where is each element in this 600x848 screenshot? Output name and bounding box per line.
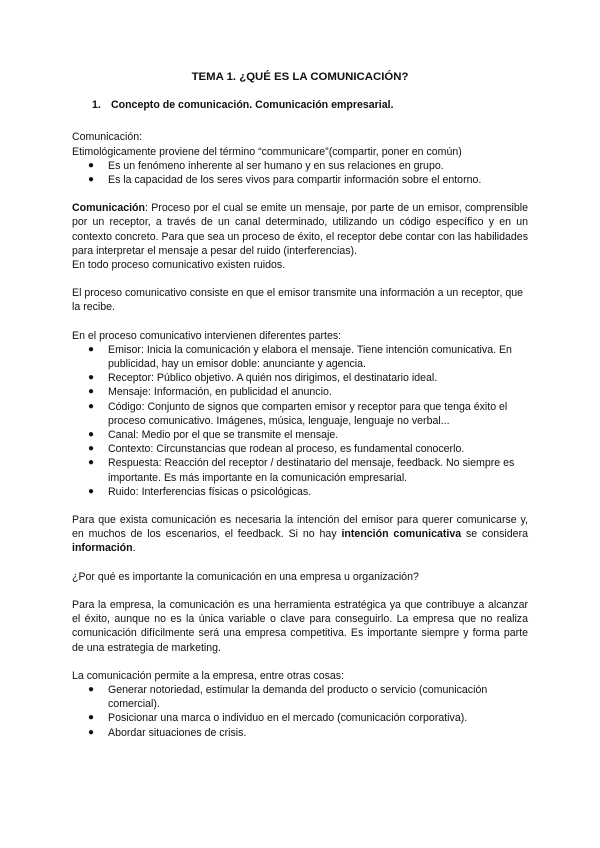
answer-text: Para la empresa, la comunicación es una herramienta estratégica ya que contribuye a alcanzar el éxito, aunque no es la única variable o clave para conseguirlo. La empresa que no realiza comunicación difícilmente será una empresa competitiva. Es importante siempre y forma parte de una estrategia de marketing. xyxy=(72,598,528,654)
parts-block xyxy=(72,329,528,499)
bullet-icon: ● xyxy=(88,372,95,384)
list-item: ● Es un fenómeno inherente al ser humano y en sus relaciones en grupo. xyxy=(88,159,444,172)
list-item: ● Código: Conjunto de signos que comparten emisor y receptor para que tenga éxito el proceso comunicativo. Imágenes, música, lenguaje, lenguaje no verbal... xyxy=(88,400,508,427)
intention-bold: intención comunicativa xyxy=(341,528,462,541)
definition-text: : Proceso por el cual se emite un mensaje, por parte de un emisor, comprensible por un receptor, a través de un canal determinado, utilizando un código específico y en un contexto concreto. Para que sea un proceso de éxito, el receptor debe contar con las habilidades para interpretar el mensaje a pesar del ruido (interferencias). xyxy=(72,202,528,257)
information-bold: información xyxy=(72,542,133,555)
document-page xyxy=(72,64,528,754)
list-item: ● Ruido: Interferencias físicas o psicológicas. xyxy=(88,485,312,498)
process-block xyxy=(72,286,528,314)
intention-paragraph: Para que exista comunicación es necesaria la intención del emisor para querer comunicarse y, en muchos de los escenarios, el feedback. Si no hay intención comunicativa se considera información. xyxy=(72,514,528,555)
definition-block xyxy=(72,201,528,272)
definition-term: Comunicación xyxy=(72,202,145,215)
benefits-intro: La comunicación permite a la empresa, entre otras cosas: xyxy=(72,669,345,682)
section-heading-text: Concepto de comunicación. Comunicación empresarial. xyxy=(110,99,394,112)
bullet-icon: ● xyxy=(88,400,95,412)
noise-text: En todo proceso comunicativo existen ruidos. xyxy=(72,259,286,272)
bullet-icon: ● xyxy=(88,726,95,738)
list-item: ● Abordar situaciones de crisis. xyxy=(88,726,247,739)
bullet-icon: ● xyxy=(88,386,95,398)
list-item: ● Respuesta: Reacción del receptor / destinatario del mensaje, feedback. No siempre es importante. Es más importante en la comunicación empresarial. xyxy=(88,457,515,484)
bullet-icon: ● xyxy=(88,174,95,186)
answer-block xyxy=(72,598,528,655)
bullet-icon: ● xyxy=(88,485,95,497)
section-number: 1. xyxy=(92,99,101,112)
list-item: ● Generar notoriedad, estimular la demanda del producto o servicio (comunicación comercial). xyxy=(88,683,488,711)
bullet-icon: ● xyxy=(88,343,95,355)
list-item: ● Mensaje: Información, en publicidad el anuncio. xyxy=(88,386,332,399)
list-item: ● Canal: Medio por el que se transmite el mensaje. xyxy=(88,429,339,442)
list-item: ● Emisor: Inicia la comunicación y elabora el mensaje. Tiene intención comunicativa. En publicidad, hay un emisor doble: anunciante y agencia. xyxy=(88,343,512,371)
question-text: ¿Por qué es importante la comunicación en una empresa u organización? xyxy=(72,570,419,583)
list-item: ● Receptor: Público objetivo. A quién nos dirigimos, el destinatario ideal. xyxy=(88,372,438,385)
process-text: El proceso comunicativo consiste en que el emisor transmite una información a un receptor, que la recibe. xyxy=(72,287,524,314)
section-heading xyxy=(92,98,528,112)
definition-paragraph xyxy=(72,201,528,258)
bullet-icon: ● xyxy=(88,683,95,695)
page-title: TEMA 1. ¿QUÉ ES LA COMUNICACIÓN? xyxy=(191,71,409,83)
parts-intro: En el proceso comunicativo intervienen diferentes partes: xyxy=(72,329,342,342)
list-item: ● Es la capacidad de los seres vivos para compartir información sobre el entorno. xyxy=(88,174,482,187)
bullet-icon: ● xyxy=(88,457,95,469)
benefits-block xyxy=(72,669,528,740)
question-block xyxy=(72,570,528,584)
intro-bullet-list xyxy=(72,159,528,187)
parts-bullet-list xyxy=(72,343,528,499)
benefits-bullet-list xyxy=(72,683,528,740)
bullet-icon: ● xyxy=(88,443,95,455)
bullet-icon: ● xyxy=(88,159,95,171)
bullet-icon: ● xyxy=(88,429,95,441)
intro-block xyxy=(72,130,528,187)
list-item: ● Posicionar una marca o individuo en el mercado (comunicación corporativa). xyxy=(88,712,468,725)
intention-block xyxy=(72,513,528,556)
etymology-text: Etimológicamente proviene del término “communicare”(compartir, poner en común) xyxy=(72,145,462,158)
intro-label: Comunicación: xyxy=(72,131,143,144)
bullet-icon: ● xyxy=(88,712,95,724)
list-item: ● Contexto: Circunstancias que rodean al proceso, es fundamental conocerlo. xyxy=(88,443,465,456)
